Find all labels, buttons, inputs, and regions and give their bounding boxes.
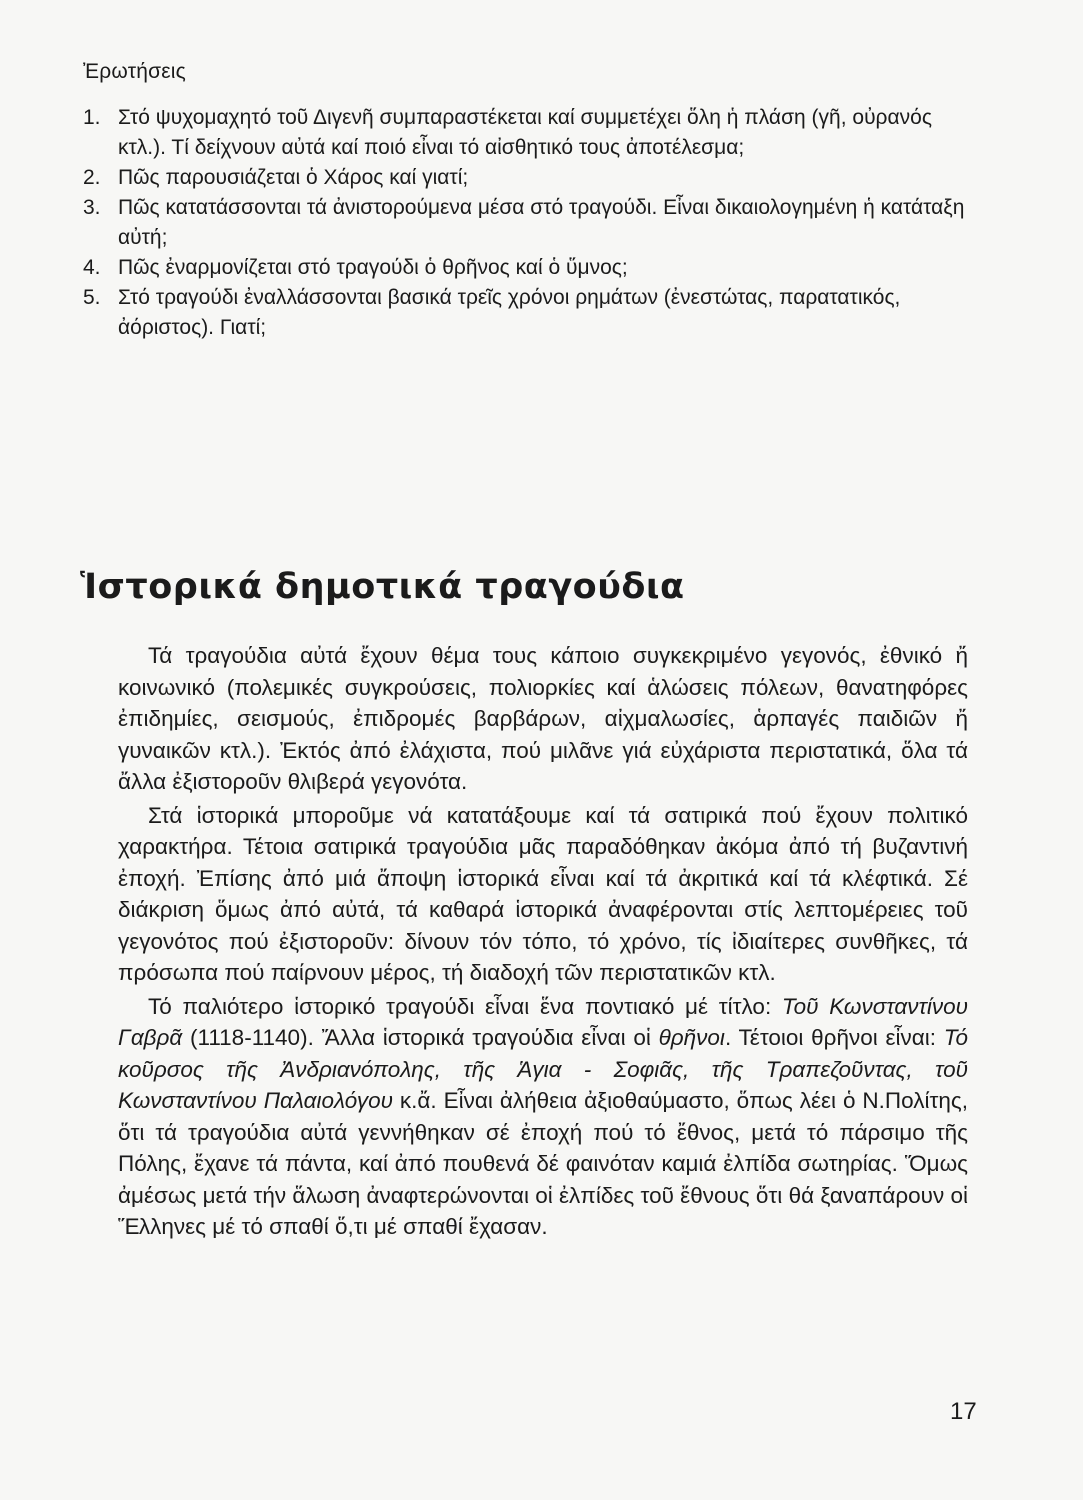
question-item	[83, 103, 983, 163]
question-item	[83, 193, 983, 253]
question-text: Πῶς παρουσιάζεται ὁ Χάρος καί γιατί;	[118, 166, 469, 189]
text-run: . Τέτοιοι θρῆνοι εἶναι:	[724, 1025, 944, 1050]
question-number: 3.	[83, 196, 101, 219]
question-item	[83, 283, 983, 343]
question-text: Πῶς ἐναρμονίζεται στό τραγούδι ὁ θρῆνος καί ὁ ὕμνος;	[118, 256, 628, 279]
italic-title: Τοῦ Κωνσταντίνου Γαβρᾶ	[118, 993, 968, 1050]
questions-list	[83, 103, 983, 343]
question-item	[83, 163, 983, 193]
question-number: 1.	[83, 106, 101, 129]
question-text: Στό τραγούδι ἐναλλάσσονται βασικά τρεῖς χρόνοι ρημάτων (ἐνεστώτας, παρατατικός, ἀόριστος). Γιατί;	[118, 286, 901, 339]
question-text: Στό ψυχομαχητό τοῦ Διγενῆ συμπαραστέκεται καί συμμετέχει ὅλη ἡ πλάση (γῆ, οὐρανός κτλ.). Τί δείχνουν αὐτά καί ποιό εἶναι τό αἰσθητικό τους ἀποτέλεσμα;	[118, 106, 932, 159]
text-run: κ.ἄ. Εἶναι ἀλήθεια ἀξιοθαύμαστο, ὅπως λέει ὁ Ν.Πολίτης, ὅτι τά τραγούδια αὐτά γεννήθηκαν σέ ἐποχή πού τό ἔθνος, μετά τό πάρσιμο τῆς Πόλης, ἔχανε τά πάντα, καί ἀπό πουθενά δέ φαινόταν καμιά ἐλπίδα σωτηρίας. Ὅμως ἀμέσως μετά τήν ἅλωση ἀναφτερώνονται οἱ ἐλπίδες τοῦ ἔθνους ὅτι θά ξαναπάρουν οἱ Ἕλληνες μέ τό σπαθί ὅ,τι μέ σπαθί ἔχασαν.	[118, 1088, 968, 1239]
question-number: 5.	[83, 286, 101, 309]
question-number: 4.	[83, 256, 101, 279]
italic-term: θρῆνοι	[658, 1025, 725, 1050]
page-number: 17	[950, 1398, 977, 1425]
italic-titles: Τό κοῦρσος τῆς Ἀνδριανόπολης, τῆς Ἁγια - Σοφιᾶς, τῆς Τραπεζοῦντας, τοῦ Κωνσταντίνου Παλαιολόγου	[118, 1025, 968, 1113]
paragraph: Στά ἱστορικά μποροῦμε νά κατατάξουμε καί τά σατιρικά πού ἔχουν πολιτικό χαρακτήρα. Τέτοια σατιρικά τραγούδια μᾶς παραδόθηκαν ἀκόμα ἀπό τή βυζαντινή ἐποχή. Ἐπίσης ἀπό μιά ἄποψη ἱστορικά εἶναι καί τά ἀκριτικά καί τά κλέφτικά. Σέ διάκριση ὅμως ἀπό αὐτά, τά καθαρά ἱστορικά ἀναφέρονται στίς λεπτομέρειες τοῦ γεγονότος πού ἐξιστοροῦν: δίνουν τόν τόπο, τό χρόνο, τίς ἰδιαίτερες συνθῆκες, τά πρόσωπα πού παίρνουν μέρος, τή διαδοχή τῶν περιστατικῶν κτλ.	[118, 802, 968, 985]
question-item	[83, 253, 983, 283]
paragraph: Τά τραγούδια αὐτά ἔχουν θέμα τους κάποιο συγκεκριμένο γεγονός, ἐθνικό ἤ κοινωνικό (πολεμικές συγκρούσεις, πολιορκίες καί ἁλώσεις πόλεων, θανατηφόρες ἐπιδημίες, σεισμούς, ἐπιδρομές βαρβάρων, αἰχμαλωσίες, ἁρπαγές παιδιῶν ἤ γυναικῶν κτλ.). Ἐκτός ἀπό ἐλάχιστα, πού μιλᾶνε γιά εὐχάριστα περιστατικά, ὅλα τά ἄλλα ἐξιστοροῦν θλιβερά γεγονότα.	[118, 643, 968, 794]
section-title: Ἱστορικά δημοτικά τραγούδια	[80, 567, 685, 607]
question-text: Πῶς κατατάσσονται τά ἀνιστορούμενα μέσα στό τραγούδι. Εἶναι δικαιολογημένη ἡ κατάταξη αὐτή;	[118, 196, 965, 249]
questions-heading: Ἐρωτήσεις	[83, 60, 186, 83]
paragraph	[118, 991, 968, 1243]
section-body	[118, 640, 968, 1243]
text-run: (1118-1140). Ἄλλα ἱστορικά τραγούδια εἶναι οἱ	[182, 1025, 659, 1050]
question-number: 2.	[83, 166, 101, 189]
text-run: Τό παλιότερο ἱστορικό τραγούδι εἶναι ἕνα ποντιακό μέ τίτλο:	[148, 993, 782, 1019]
